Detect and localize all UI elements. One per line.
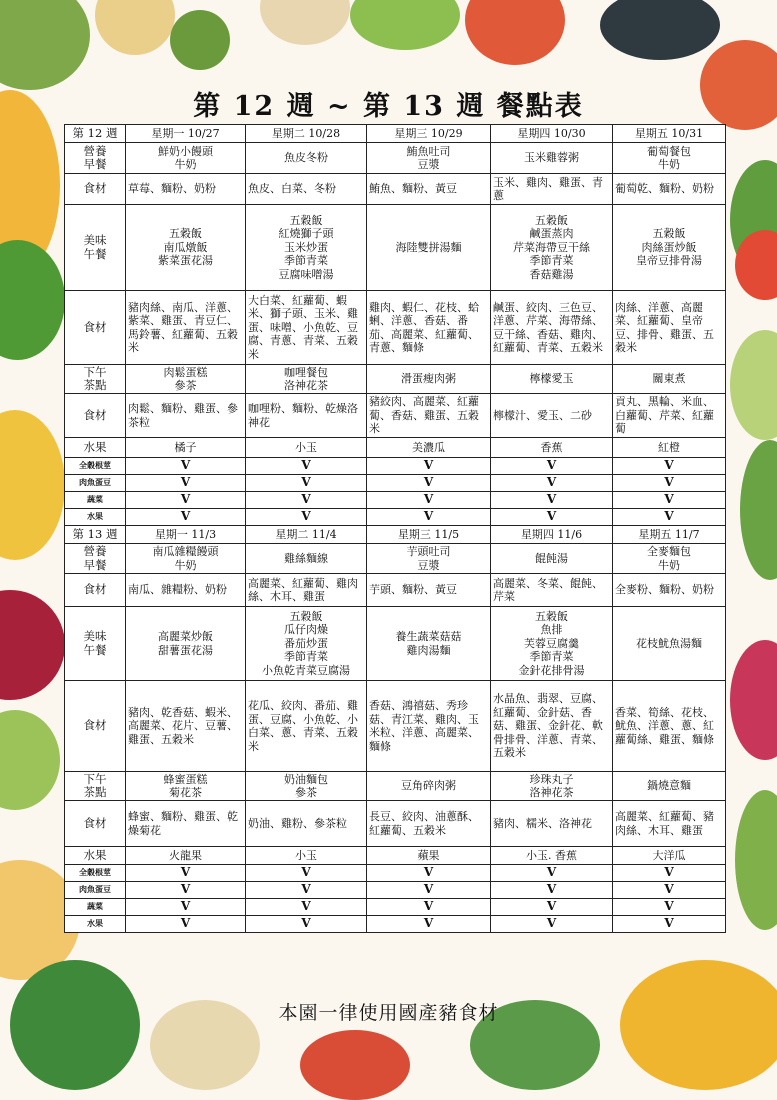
menu-cell xyxy=(367,544,491,574)
menu-cell xyxy=(491,607,613,681)
lunch-ingredients-row xyxy=(65,291,726,365)
row-label: 食材 xyxy=(65,801,126,847)
lunch-row xyxy=(65,607,726,681)
menu-cell: 香菜、筍絲、花枝、魷魚、洋蔥、蔥、紅蘿蔔絲、雞蛋、麵條 xyxy=(613,681,726,772)
menu-cell: 火龍果 xyxy=(126,847,246,865)
fruit-row xyxy=(65,847,726,865)
menu-cell xyxy=(246,365,367,394)
cell-line: 美味 xyxy=(83,629,107,643)
check-mark: V xyxy=(491,899,613,916)
cell-line: 參茶 xyxy=(174,379,197,392)
row-label: 食材 xyxy=(65,394,126,438)
cell-line: 菊花茶 xyxy=(169,786,202,799)
menu-cell xyxy=(491,544,613,574)
vegetable-decoration xyxy=(600,0,720,60)
menu-cell xyxy=(246,143,367,174)
menu-cell: 蘋果 xyxy=(367,847,491,865)
breakfast-ingredients-row xyxy=(65,174,726,205)
check-mark: V xyxy=(246,458,367,475)
vegetable-decoration xyxy=(740,440,777,580)
vegetable-decoration xyxy=(735,790,777,930)
food-group-label: 蔬菜 xyxy=(65,899,126,916)
check-mark: V xyxy=(367,475,491,492)
vegetable-decoration xyxy=(620,960,777,1090)
snack-row xyxy=(65,772,726,801)
cell-line: 皇帝豆排骨湯 xyxy=(636,254,702,268)
breakfast-row xyxy=(65,544,726,574)
page-title: 第 12 週 ~ 第 13 週 餐點表 xyxy=(193,91,584,122)
menu-cell xyxy=(613,205,726,291)
menu-cell xyxy=(367,143,491,174)
row-label: 食材 xyxy=(65,174,126,205)
check-mark: V xyxy=(367,509,491,526)
check-mark: V xyxy=(367,865,491,882)
cell-line: 茶點 xyxy=(83,785,107,799)
menu-cell: 檸檬汁、愛玉、二砂 xyxy=(491,394,613,438)
cell-line: 肉絲蛋炒飯 xyxy=(641,240,697,254)
check-mark: V xyxy=(491,458,613,475)
menu-cell: 美濃瓜 xyxy=(367,438,491,458)
cell-line: 小魚乾青菜豆腐湯 xyxy=(262,663,350,677)
check-mark: V xyxy=(246,882,367,899)
menu-cell: 草莓、麵粉、奶粉 xyxy=(126,174,246,205)
cell-line: 咖哩餐包 xyxy=(284,365,328,379)
row-label: 水果 xyxy=(65,847,126,865)
day-header: 星期五 10/31 xyxy=(613,125,726,143)
cell-line: 芹菜海帶豆干絲 xyxy=(513,240,590,254)
lunch-row xyxy=(65,205,726,291)
cell-line: 香菇雞湯 xyxy=(529,267,574,281)
food-group-row xyxy=(65,865,726,882)
snack-ingredients-row xyxy=(65,394,726,438)
food-group-label: 水果 xyxy=(65,509,126,526)
check-mark: V xyxy=(246,865,367,882)
food-group-row xyxy=(65,492,726,509)
cell-line: 鹹蛋蒸肉 xyxy=(529,227,574,241)
menu-cell: 橘子 xyxy=(126,438,246,458)
check-mark: V xyxy=(126,882,246,899)
cell-line: 茶點 xyxy=(83,378,107,392)
row-label: 食材 xyxy=(65,291,126,365)
cell-line: 五穀飯 xyxy=(289,213,323,227)
cell-line: 魚皮冬粉 xyxy=(284,151,328,165)
cell-line: 紅燒獅子頭 xyxy=(278,227,334,241)
vegetable-decoration xyxy=(0,410,65,560)
cell-line: 花枝魷魚湯麵 xyxy=(636,636,702,650)
check-mark: V xyxy=(491,509,613,526)
menu-cell xyxy=(126,143,246,174)
menu-cell: 高麗菜、冬菜、餛飩、芹菜 xyxy=(491,574,613,607)
day-header: 星期一 10/27 xyxy=(126,125,246,143)
row-label xyxy=(65,544,126,574)
day-header: 星期二 11/4 xyxy=(246,526,367,544)
cell-line: 雞肉湯麵 xyxy=(406,643,451,657)
menu-cell xyxy=(491,205,613,291)
day-header: 星期四 10/30 xyxy=(491,125,613,143)
vegetable-decoration xyxy=(260,0,350,45)
cell-line: 五穀飯 xyxy=(652,227,686,241)
cell-line: 珍珠丸子 xyxy=(529,772,574,786)
check-mark: V xyxy=(613,458,726,475)
row-label xyxy=(65,143,126,174)
check-mark: V xyxy=(613,492,726,509)
cell-line: 牛奶 xyxy=(174,158,197,171)
cell-line: 五穀飯 xyxy=(535,609,568,623)
check-mark: V xyxy=(491,882,613,899)
cell-line: 營養 xyxy=(83,143,107,158)
check-mark: V xyxy=(367,916,491,933)
menu-cell xyxy=(367,607,491,681)
cell-line: 全麥麵包 xyxy=(647,545,691,558)
snack-ingredients-row xyxy=(65,801,726,847)
lunch-ingredients-row xyxy=(65,681,726,772)
food-group-label: 全穀根莖 xyxy=(65,865,126,882)
menu-cell: 肉絲、洋蔥、高麗菜、紅蘿蔔、皇帝豆、排骨、雞蛋、五穀米 xyxy=(613,291,726,365)
menu-cell xyxy=(613,365,726,394)
cell-line: 玉米雞蓉粥 xyxy=(524,151,579,165)
check-mark: V xyxy=(613,916,726,933)
week-header-row xyxy=(65,526,726,544)
cell-line: 五穀飯 xyxy=(289,609,323,623)
check-mark: V xyxy=(246,475,367,492)
food-group-label: 肉魚蛋豆 xyxy=(65,475,126,492)
check-mark: V xyxy=(367,899,491,916)
cell-line: 高麗菜炒飯 xyxy=(158,630,213,643)
vegetable-decoration xyxy=(0,590,65,700)
row-label xyxy=(65,205,126,291)
menu-cell: 高麗菜、紅蘿蔔、豬肉絲、木耳、雞蛋 xyxy=(613,801,726,847)
menu-cell: 葡萄乾、麵粉、奶粉 xyxy=(613,174,726,205)
cell-line: 美味 xyxy=(83,233,107,247)
cell-line: 金針花排骨湯 xyxy=(518,663,585,677)
vegetable-decoration xyxy=(95,0,175,55)
cell-line: 參茶 xyxy=(295,786,317,799)
menu-cell: 小玉. 香蕉 xyxy=(491,847,613,865)
food-group-label: 肉魚蛋豆 xyxy=(65,882,126,899)
menu-cell xyxy=(126,365,246,394)
food-group-row xyxy=(65,475,726,492)
vegetable-decoration xyxy=(0,710,60,810)
vegetable-decoration xyxy=(10,960,140,1090)
cell-line: 芙蓉豆腐羹 xyxy=(524,636,579,650)
cell-line: 季節青菜 xyxy=(529,254,574,268)
cell-line: 葡萄餐包 xyxy=(647,144,691,158)
vegetable-decoration xyxy=(0,240,65,360)
check-mark: V xyxy=(126,475,246,492)
vegetable-decoration xyxy=(730,640,777,760)
menu-cell xyxy=(246,607,367,681)
food-group-label: 全穀根莖 xyxy=(65,458,126,475)
row-label xyxy=(65,607,126,681)
row-label xyxy=(65,772,126,801)
menu-cell: 肉鬆、麵粉、雞蛋、參茶粒 xyxy=(126,394,246,438)
menu-cell: 水晶魚、翡翠、豆腐、紅蘿蔔、金針菇、香菇、雞蛋、金針花、軟骨排骨、洋蔥、青菜、五穀米 xyxy=(491,681,613,772)
menu-cell xyxy=(246,772,367,801)
vegetable-decoration xyxy=(465,0,565,65)
menu-cell: 花瓜、絞肉、番茄、雞蛋、豆腐、小魚乾、小白菜、蔥、青菜、五穀米 xyxy=(246,681,367,772)
menu-cell: 紅橙 xyxy=(613,438,726,458)
cell-line: 五穀飯 xyxy=(169,227,202,241)
day-header: 星期二 10/28 xyxy=(246,125,367,143)
day-header: 星期一 11/3 xyxy=(126,526,246,544)
menu-cell xyxy=(613,772,726,801)
day-header: 星期三 11/5 xyxy=(367,526,491,544)
check-mark: V xyxy=(491,492,613,509)
day-header: 星期四 11/6 xyxy=(491,526,613,544)
menu-cell: 全麥粉、麵粉、奶粉 xyxy=(613,574,726,607)
menu-cell xyxy=(126,544,246,574)
food-group-row xyxy=(65,882,726,899)
menu-cell: 豬肉、乾香菇、蝦米、高麗菜、花片、豆薯、雞蛋、五穀米 xyxy=(126,681,246,772)
check-mark: V xyxy=(613,475,726,492)
cell-line: 餛飩湯 xyxy=(535,551,568,565)
check-mark: V xyxy=(613,509,726,526)
cell-line: 芋頭吐司 xyxy=(406,545,451,558)
menu-cell: 芋頭、麵粉、黃豆 xyxy=(367,574,491,607)
check-mark: V xyxy=(367,458,491,475)
menu-cell: 大白菜、紅蘿蔔、蝦米、獅子頭、玉米、雞蛋、味噌、小魚乾、豆腐、青蔥、青菜、五穀米 xyxy=(246,291,367,365)
menu-cell xyxy=(367,772,491,801)
cell-line: 下午 xyxy=(83,364,107,379)
cell-line: 季節青菜 xyxy=(529,650,574,664)
cell-line: 早餐 xyxy=(83,157,107,171)
week-header-row xyxy=(65,125,726,143)
menu-cell xyxy=(491,772,613,801)
food-group-row xyxy=(65,458,726,475)
menu-cell: 魚皮、白菜、冬粉 xyxy=(246,174,367,205)
cell-line: 牛奶 xyxy=(174,558,197,572)
check-mark: V xyxy=(126,458,246,475)
fruit-row xyxy=(65,438,726,458)
menu-cell xyxy=(613,607,726,681)
cell-line: 海陸雙拼湯麵 xyxy=(395,240,462,254)
menu-cell xyxy=(126,205,246,291)
cell-line: 午餐 xyxy=(83,246,107,261)
menu-cell: 長豆、絞肉、油蔥酥、紅蘿蔔、五穀米 xyxy=(367,801,491,847)
check-mark: V xyxy=(613,882,726,899)
cell-line: 下午 xyxy=(83,771,107,786)
row-label: 食材 xyxy=(65,681,126,772)
breakfast-row xyxy=(65,143,726,174)
menu-cell: 奶油、雞粉、參茶粒 xyxy=(246,801,367,847)
cell-line: 肉鬆蛋糕 xyxy=(163,365,208,379)
menu-cell: 豬絞肉、高麗菜、紅蘿蔔、香菇、雞蛋、五穀米 xyxy=(367,394,491,438)
menu-cell: 小玉 xyxy=(246,847,367,865)
snack-row xyxy=(65,365,726,394)
cell-line: 早餐 xyxy=(83,557,107,572)
food-group-row xyxy=(65,899,726,916)
menu-cell: 豬肉絲、南瓜、洋蔥、紫菜、雞蛋、青豆仁、馬鈴薯、紅蘿蔔、五穀米 xyxy=(126,291,246,365)
menu-cell: 蜂蜜、麵粉、雞蛋、乾燥菊花 xyxy=(126,801,246,847)
cell-line: 牛奶 xyxy=(658,158,680,171)
breakfast-ingredients-row xyxy=(65,574,726,607)
cell-line: 營養 xyxy=(83,544,107,558)
footer-note: 本園一律使用國產豬食材 xyxy=(278,1002,499,1024)
cell-line: 季節青菜 xyxy=(284,254,328,268)
check-mark: V xyxy=(126,865,246,882)
check-mark: V xyxy=(126,509,246,526)
menu-cell xyxy=(613,143,726,174)
cell-line: 蜂蜜蛋糕 xyxy=(163,772,208,786)
cell-line: 奶油麵包 xyxy=(284,772,328,786)
menu-cell: 鮪魚、麵粉、黃豆 xyxy=(367,174,491,205)
vegetable-decoration xyxy=(350,0,460,50)
menu-cell xyxy=(491,365,613,394)
cell-line: 洛神花茶 xyxy=(529,786,574,799)
cell-line: 瓜仔肉燥 xyxy=(284,623,328,637)
menu-cell xyxy=(367,205,491,291)
food-group-label: 水果 xyxy=(65,916,126,933)
cell-line: 鮮奶小饅頭 xyxy=(158,144,213,158)
cell-line: 雞絲麵線 xyxy=(284,551,328,565)
cell-line: 滑蛋瘦肉粥 xyxy=(401,372,456,386)
cell-line: 季節青菜 xyxy=(284,650,328,664)
week-label: 第 12 週 xyxy=(65,125,126,143)
menu-cell xyxy=(246,205,367,291)
cell-line: 南瓜雜糧饅頭 xyxy=(152,545,219,558)
menu-cell: 香菇、鴻禧菇、秀珍菇、青江菜、雞肉、玉米粒、洋蔥、高麗菜、麵條 xyxy=(367,681,491,772)
cell-line: 牛奶 xyxy=(658,558,680,572)
cell-line: 豆漿 xyxy=(417,158,440,171)
row-label xyxy=(65,365,126,394)
day-header: 星期三 10/29 xyxy=(367,125,491,143)
cell-line: 養生蔬菜菇菇 xyxy=(395,630,462,643)
food-group-row xyxy=(65,509,726,526)
check-mark: V xyxy=(613,899,726,916)
check-mark: V xyxy=(246,899,367,916)
menu-cell: 豬肉、糯米、洛神花 xyxy=(491,801,613,847)
check-mark: V xyxy=(246,509,367,526)
check-mark: V xyxy=(367,882,491,899)
food-group-row xyxy=(65,916,726,933)
menu-cell: 香蕉 xyxy=(491,438,613,458)
menu-cell: 南瓜、雜糧粉、奶粉 xyxy=(126,574,246,607)
check-mark: V xyxy=(367,492,491,509)
menu-cell xyxy=(367,365,491,394)
row-label: 水果 xyxy=(65,438,126,458)
vegetable-decoration xyxy=(300,1030,410,1100)
check-mark: V xyxy=(491,865,613,882)
menu-cell xyxy=(613,544,726,574)
menu-cell: 大洋瓜 xyxy=(613,847,726,865)
cell-line: 玉米炒蛋 xyxy=(284,240,328,254)
menu-cell: 雞肉、蝦仁、花枝、蛤蜊、洋蔥、香菇、番茄、高麗菜、紅蘿蔔、青蔥、麵條 xyxy=(367,291,491,365)
cell-line: 紫菜蛋花湯 xyxy=(158,254,213,268)
cell-line: 南瓜燉飯 xyxy=(163,240,208,254)
cell-line: 洛神花茶 xyxy=(284,379,328,392)
week-label: 第 13 週 xyxy=(65,526,126,544)
cell-line: 魚排 xyxy=(540,623,563,637)
menu-cell xyxy=(126,607,246,681)
check-mark: V xyxy=(613,865,726,882)
vegetable-decoration xyxy=(730,330,777,440)
vegetable-decoration xyxy=(0,0,90,90)
menu-cell: 高麗菜、紅蘿蔔、雞肉絲、木耳、雞蛋 xyxy=(246,574,367,607)
menu-table xyxy=(64,124,726,933)
check-mark: V xyxy=(491,916,613,933)
cell-line: 五穀飯 xyxy=(535,213,568,227)
menu-cell xyxy=(126,772,246,801)
cell-line: 番茄炒蛋 xyxy=(284,636,328,650)
check-mark: V xyxy=(126,916,246,933)
cell-line: 關東煮 xyxy=(652,372,686,386)
row-label: 食材 xyxy=(65,574,126,607)
cell-line: 鮪魚吐司 xyxy=(406,144,451,158)
menu-cell: 玉米、雞肉、雞蛋、青蔥 xyxy=(491,174,613,205)
day-header: 星期五 11/7 xyxy=(613,526,726,544)
cell-line: 甜薯蛋花湯 xyxy=(158,643,213,657)
check-mark: V xyxy=(246,916,367,933)
food-group-label: 蔬菜 xyxy=(65,492,126,509)
check-mark: V xyxy=(126,492,246,509)
menu-cell xyxy=(246,544,367,574)
check-mark: V xyxy=(126,899,246,916)
menu-cell: 小玉 xyxy=(246,438,367,458)
cell-line: 鍋燒意麵 xyxy=(647,779,691,793)
check-mark: V xyxy=(491,475,613,492)
cell-line: 檸檬愛玉 xyxy=(529,372,574,386)
check-mark: V xyxy=(246,492,367,509)
menu-cell xyxy=(491,143,613,174)
menu-cell: 鹹蛋、絞肉、三色豆、洋蔥、芹菜、海帶絲、豆干絲、香菇、雞肉、紅蘿蔔、青菜、五穀米 xyxy=(491,291,613,365)
menu-cell: 咖哩粉、麵粉、乾燥洛神花 xyxy=(246,394,367,438)
cell-line: 豆漿 xyxy=(417,558,440,572)
vegetable-decoration xyxy=(170,10,230,70)
menu-cell: 貢丸、黑輪、米血、白蘿蔔、芹菜、紅蘿蔔 xyxy=(613,394,726,438)
cell-line: 豆角碎肉粥 xyxy=(401,779,456,793)
cell-line: 午餐 xyxy=(83,642,107,657)
cell-line: 豆腐味噌湯 xyxy=(278,267,334,281)
